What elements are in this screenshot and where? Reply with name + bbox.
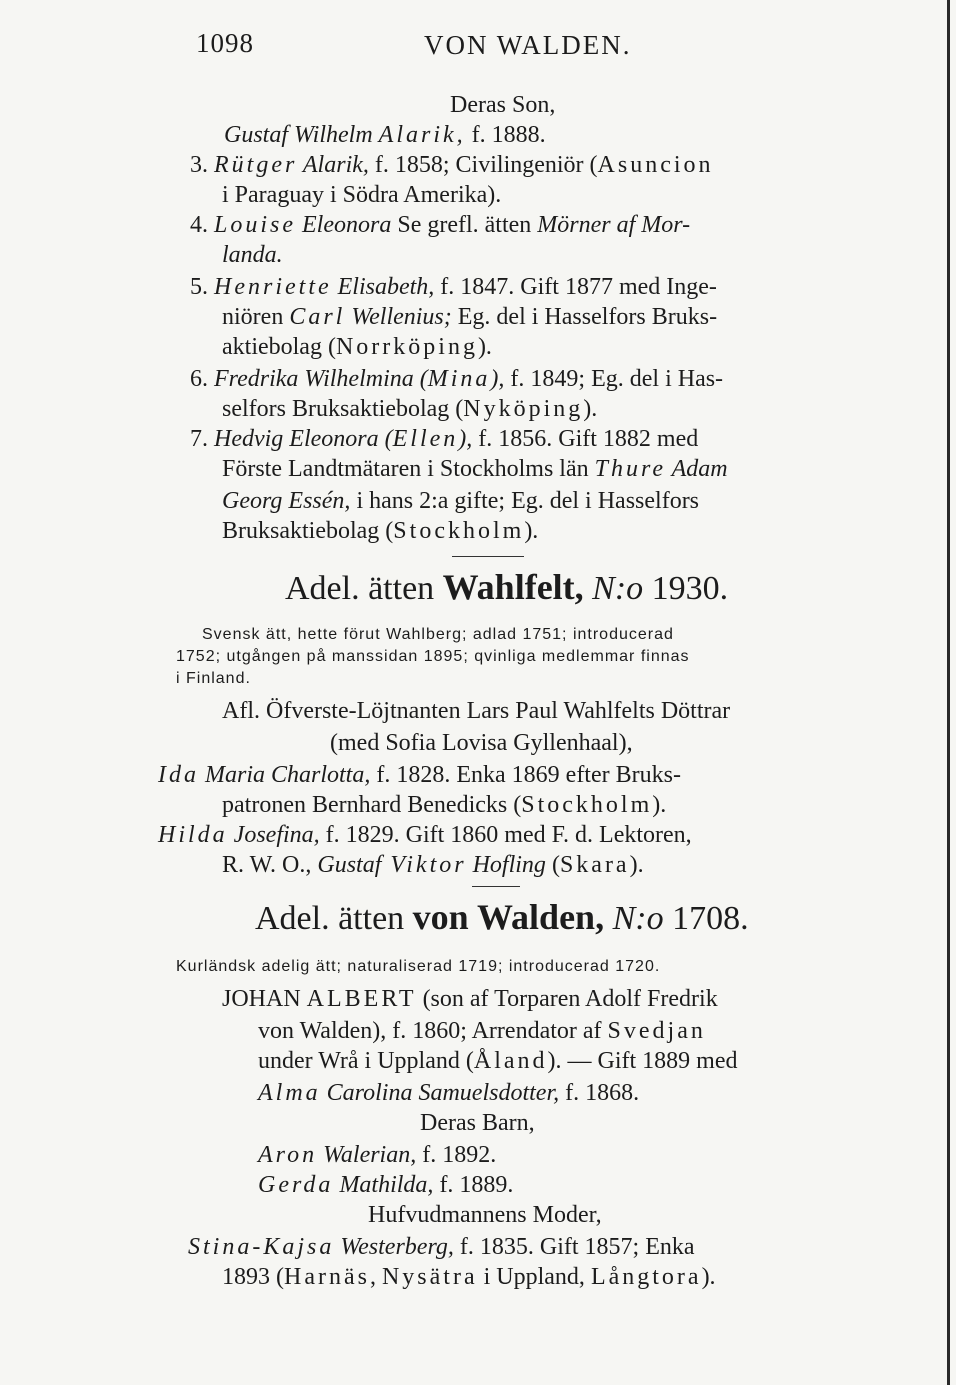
text-line bbox=[258, 1016, 706, 1046]
text-run: Mathilda, bbox=[333, 1172, 434, 1198]
text-run: i Finland. bbox=[176, 670, 251, 687]
family-note bbox=[176, 642, 690, 672]
text-run: Deras Son, bbox=[450, 92, 556, 118]
text-run: Gerda bbox=[258, 1172, 334, 1198]
text-line bbox=[190, 424, 698, 454]
text-line bbox=[330, 728, 633, 758]
text-run: Alarik, bbox=[378, 122, 466, 148]
text-run: ). bbox=[652, 792, 667, 818]
text-run: Ida bbox=[158, 762, 199, 788]
running-title: VON WALDEN. bbox=[424, 30, 632, 60]
text-line bbox=[224, 120, 546, 150]
text-run: Harnäs bbox=[284, 1264, 370, 1290]
text-run: Westerberg, bbox=[334, 1234, 454, 1260]
section-heading bbox=[255, 897, 749, 937]
text-run: Norrköping bbox=[335, 334, 478, 360]
text-run: N:o bbox=[604, 900, 664, 937]
text-run: N:o bbox=[583, 570, 644, 607]
text-run: Långtora bbox=[590, 1264, 702, 1290]
text-run: patronen Bernhard Benedicks ( bbox=[222, 792, 522, 818]
text-run: f. 1835. Gift 1857; Enka bbox=[453, 1234, 695, 1260]
text-run: Walerian, bbox=[317, 1142, 417, 1168]
text-line bbox=[190, 272, 717, 302]
text-run: Kurländsk adelig ätt; naturaliserad 1719; introducerad 1720. bbox=[176, 958, 661, 975]
text-run: 5. bbox=[190, 274, 214, 300]
text-line bbox=[222, 790, 666, 820]
text-run: f. 1888. bbox=[465, 122, 546, 148]
text-run: Förste Landtmätaren i Stockholms län bbox=[222, 456, 595, 482]
text-run: f. 1829. Gift 1860 med F. d. Lektoren, bbox=[319, 822, 692, 848]
text-run: f. 1847. Gift 1877 med Inge- bbox=[434, 274, 717, 300]
text-line bbox=[222, 332, 492, 362]
text-run: Stina-Kajsa bbox=[188, 1234, 335, 1260]
text-run: 4. bbox=[190, 212, 214, 238]
text-run: Hedvig Eleonora ( bbox=[214, 426, 393, 452]
text-run: Mina bbox=[427, 366, 491, 392]
text-line bbox=[222, 984, 718, 1014]
text-run: Hofling bbox=[466, 852, 546, 878]
family-note bbox=[176, 952, 660, 982]
text-run: Svensk ätt, hette förut Wahlberg; adlad 1751; introducerad bbox=[202, 626, 674, 643]
text-run: ). bbox=[524, 518, 539, 544]
text-run: Thure bbox=[594, 456, 667, 482]
text-run: Stockholm bbox=[393, 518, 525, 544]
text-run: 6. bbox=[190, 366, 214, 392]
family-note bbox=[176, 664, 251, 694]
text-run: Alma bbox=[258, 1080, 321, 1106]
text-run: Ellen bbox=[392, 426, 459, 452]
text-run: Svedjan bbox=[607, 1018, 706, 1044]
text-run: ), bbox=[490, 366, 505, 392]
text-run: Eg. del i Hasselfors Bruks- bbox=[451, 304, 718, 330]
text-run: R. W. O., bbox=[222, 852, 318, 878]
text-run: selfors Bruksaktiebolag ( bbox=[222, 396, 464, 422]
text-run: Adam bbox=[666, 456, 728, 482]
text-line bbox=[190, 364, 723, 394]
text-run: Gustaf Wilhelm bbox=[224, 122, 379, 148]
text-run: Stockholm bbox=[521, 792, 653, 818]
text-run: 1708. bbox=[663, 900, 749, 937]
text-line bbox=[258, 1078, 639, 1108]
text-run: Louise bbox=[214, 212, 297, 238]
text-run: f. 1868. bbox=[559, 1080, 640, 1106]
text-run: Josefina, bbox=[227, 822, 320, 848]
text-run: 1893 ( bbox=[222, 1264, 284, 1290]
text-run: Alarik, bbox=[297, 152, 369, 178]
text-run: f. 1856. Gift 1882 med bbox=[472, 426, 699, 452]
text-line bbox=[258, 1140, 496, 1170]
text-run: f. 1849; Eg. del i Has- bbox=[504, 366, 724, 392]
page-number: 1098 bbox=[196, 28, 254, 58]
section-rule bbox=[452, 556, 524, 557]
section-rule bbox=[472, 886, 520, 887]
text-run: f. 1858; Civilingeniör ( bbox=[368, 152, 598, 178]
text-line bbox=[420, 1108, 535, 1138]
text-run: Aron bbox=[258, 1142, 318, 1168]
text-run: i Paraguay i Södra Amerika). bbox=[222, 182, 502, 208]
text-run: Eleonora bbox=[296, 212, 392, 238]
text-line bbox=[222, 696, 730, 726]
text-run: Hilda bbox=[158, 822, 228, 848]
text-run: niören bbox=[222, 304, 290, 330]
text-run: ( bbox=[545, 852, 560, 878]
text-run: 7. bbox=[190, 426, 214, 452]
text-run: ). bbox=[583, 396, 598, 422]
text-line bbox=[158, 820, 692, 850]
text-line bbox=[188, 1232, 695, 1262]
text-line bbox=[222, 1262, 716, 1292]
text-run: ). bbox=[477, 334, 492, 360]
text-run: landa. bbox=[222, 242, 283, 268]
text-run: Wahlfelt, bbox=[442, 567, 584, 607]
text-line bbox=[450, 90, 555, 120]
text-line bbox=[368, 1200, 602, 1230]
text-run: ). — Gift 1889 med bbox=[547, 1048, 738, 1074]
text-line bbox=[222, 394, 597, 424]
text-run: von Walden), f. 1860; Arrendator af bbox=[258, 1018, 608, 1044]
text-line bbox=[158, 760, 681, 790]
text-run: aktiebolag ( bbox=[222, 334, 336, 360]
text-run: Deras Barn, bbox=[420, 1110, 535, 1136]
text-run: Bruksaktiebolag ( bbox=[222, 518, 394, 544]
text-run: Adel. ätten bbox=[255, 900, 413, 937]
section-heading bbox=[285, 567, 729, 607]
text-line bbox=[190, 150, 714, 180]
text-run: Mörner af Mor- bbox=[537, 212, 691, 238]
text-run: 3. bbox=[190, 152, 214, 178]
text-line bbox=[222, 180, 501, 210]
text-run: Maria Charlotta, bbox=[199, 762, 371, 788]
text-run: Rütger bbox=[214, 152, 298, 178]
text-run: Wellenius; bbox=[345, 304, 452, 330]
text-run: Nysätra bbox=[381, 1264, 478, 1290]
text-run: Asuncion bbox=[597, 152, 714, 178]
text-run: JOHAN bbox=[222, 986, 307, 1012]
text-run: ). bbox=[629, 852, 644, 878]
text-run: f. 1889. bbox=[433, 1172, 514, 1198]
text-run: f. 1828. Enka 1869 efter Bruks- bbox=[370, 762, 681, 788]
text-run: (son af Torparen Adolf Fredrik bbox=[416, 986, 718, 1012]
text-run: ), bbox=[458, 426, 473, 452]
text-run: f. 1892. bbox=[416, 1142, 497, 1168]
text-line bbox=[258, 1046, 738, 1076]
page-header bbox=[196, 28, 836, 62]
text-line bbox=[222, 486, 699, 516]
text-run: Georg Essén, bbox=[222, 488, 351, 514]
text-run: Afl. Öfverste-Löjtnanten Lars Paul Wahlfelts Döttrar bbox=[222, 698, 731, 724]
text-run: , bbox=[369, 1264, 382, 1290]
text-run: Viktor bbox=[381, 852, 467, 878]
text-run: i hans 2:a gifte; Eg. del i Hasselfors bbox=[350, 488, 700, 514]
text-run: 1752; utgången på manssidan 1895; qvinliga medlemmar finnas bbox=[176, 648, 690, 665]
text-line bbox=[222, 240, 283, 270]
text-line bbox=[190, 210, 690, 240]
text-run: Gustaf bbox=[317, 852, 382, 878]
text-run: i Uppland, bbox=[477, 1264, 591, 1290]
text-run: Åland bbox=[473, 1048, 548, 1074]
text-line bbox=[222, 454, 728, 484]
text-run: Se grefl. ätten bbox=[391, 212, 538, 238]
text-run: Henriette bbox=[214, 274, 332, 300]
text-run: Hufvudmannens Moder, bbox=[368, 1202, 602, 1228]
text-run: 1930. bbox=[643, 570, 729, 607]
text-run: Skara bbox=[559, 852, 630, 878]
text-run: Fredrika Wilhelmina ( bbox=[214, 366, 428, 392]
text-run: ). bbox=[701, 1264, 716, 1290]
text-run: von Walden, bbox=[412, 897, 605, 937]
text-line bbox=[258, 1170, 513, 1200]
text-run: (med Sofia Lovisa Gyllenhaal), bbox=[330, 730, 633, 756]
text-run: Nyköping bbox=[463, 396, 584, 422]
text-run: ALBERT bbox=[306, 986, 417, 1012]
text-run: Carl bbox=[289, 304, 346, 330]
text-line bbox=[222, 850, 644, 880]
text-line bbox=[222, 302, 717, 332]
text-run: Elisabeth, bbox=[331, 274, 435, 300]
text-run: under Wrå i Uppland ( bbox=[258, 1048, 474, 1074]
text-line bbox=[222, 516, 538, 546]
page-edge bbox=[947, 0, 950, 1385]
text-run: Adel. ätten bbox=[285, 570, 443, 607]
text-run: Carolina Samuelsdotter, bbox=[320, 1080, 560, 1106]
